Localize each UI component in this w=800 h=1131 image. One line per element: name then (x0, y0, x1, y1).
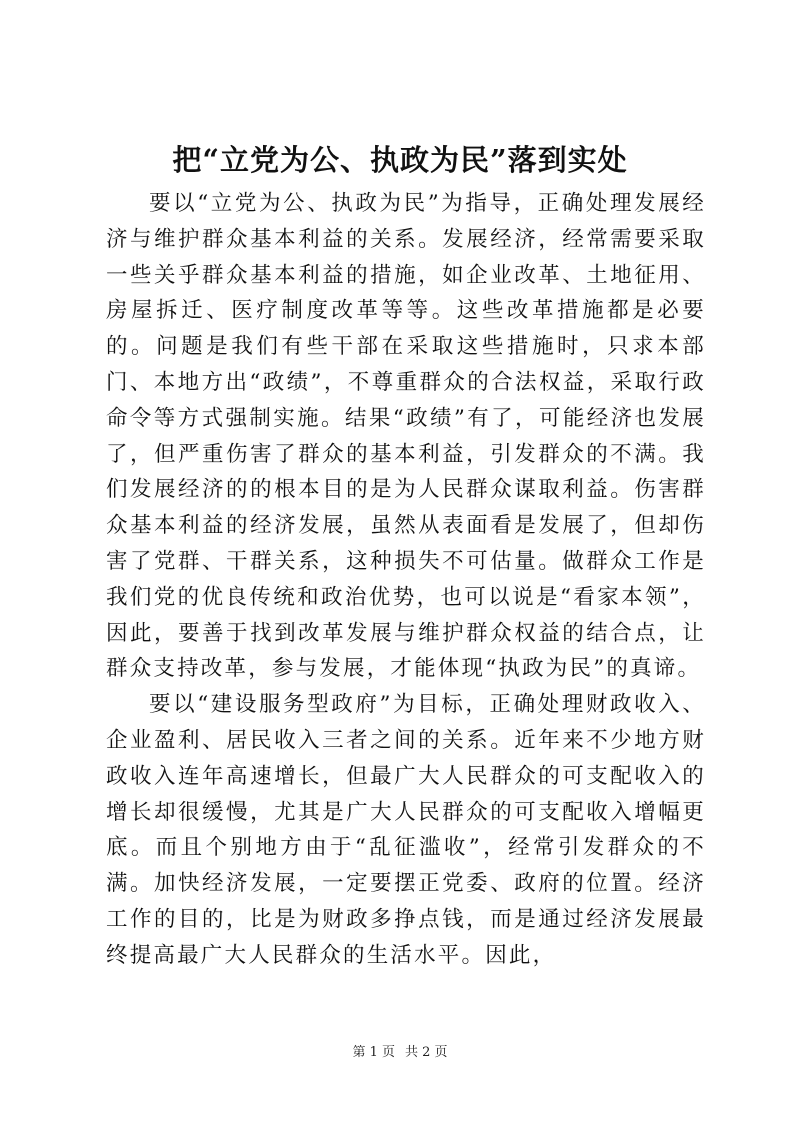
page-number: 第 1 页 (352, 1045, 395, 1060)
paragraph-2: 要以“建设服务型政府”为目标，正确处理财政收入、企业盈利、居民收入三者之间的关系。近年来不少地方财政收入连年高速增长，但最广大人民群众的可支配收入的增长却很缓慢，尤其是广大人民群众的可支配收入增幅更底。而且个别地方由于“乱征滥收”，经常引发群众的不满。加快经济发展，一定要摆正党委、政府的位置。经济工作的目的，比是为财政多挣点钱，而是通过经济发展最终提高最广大人民群众的生活水平。因此， (106, 692, 706, 968)
total-pages: 共 2 页 (405, 1045, 448, 1060)
paragraph-1: 要以“立党为公、执政为民”为指导，正确处理发展经济与维护群众基本利益的关系。发展经济，经常需要采取一些关乎群众基本利益的措施，如企业改革、土地征用、房屋拆迁、医疗制度改革等等。这些改革措施都是必要的。问题是我们有些干部在采取这些措施时，只求本部门、本地方出“政绩”，不尊重群众的合法权益，采取行政命令等方式强制实施。结果“政绩”有了，可能经济也发展了，但严重伤害了群众的基本利益，引发群众的不满。我们发展经济的的根本目的是为人民群众谋取利益。伤害群众基本利益的经济发展，虽然从表面看是发展了，但却伤害了党群、干群关系，这种损失不可估量。做群众工作是我们党的优良传统和政治优势，也可以说是“看家本领”，因此，要善于找到改革发展与维护群众权益的结合点，让群众支持改革，参与发展，才能体现“执政为民”的真谛。 (106, 191, 706, 682)
document-body (106, 186, 706, 974)
page-footer (0, 1044, 800, 1062)
document-title: 把“立党为公、执政为民”落到实处 (172, 143, 628, 177)
